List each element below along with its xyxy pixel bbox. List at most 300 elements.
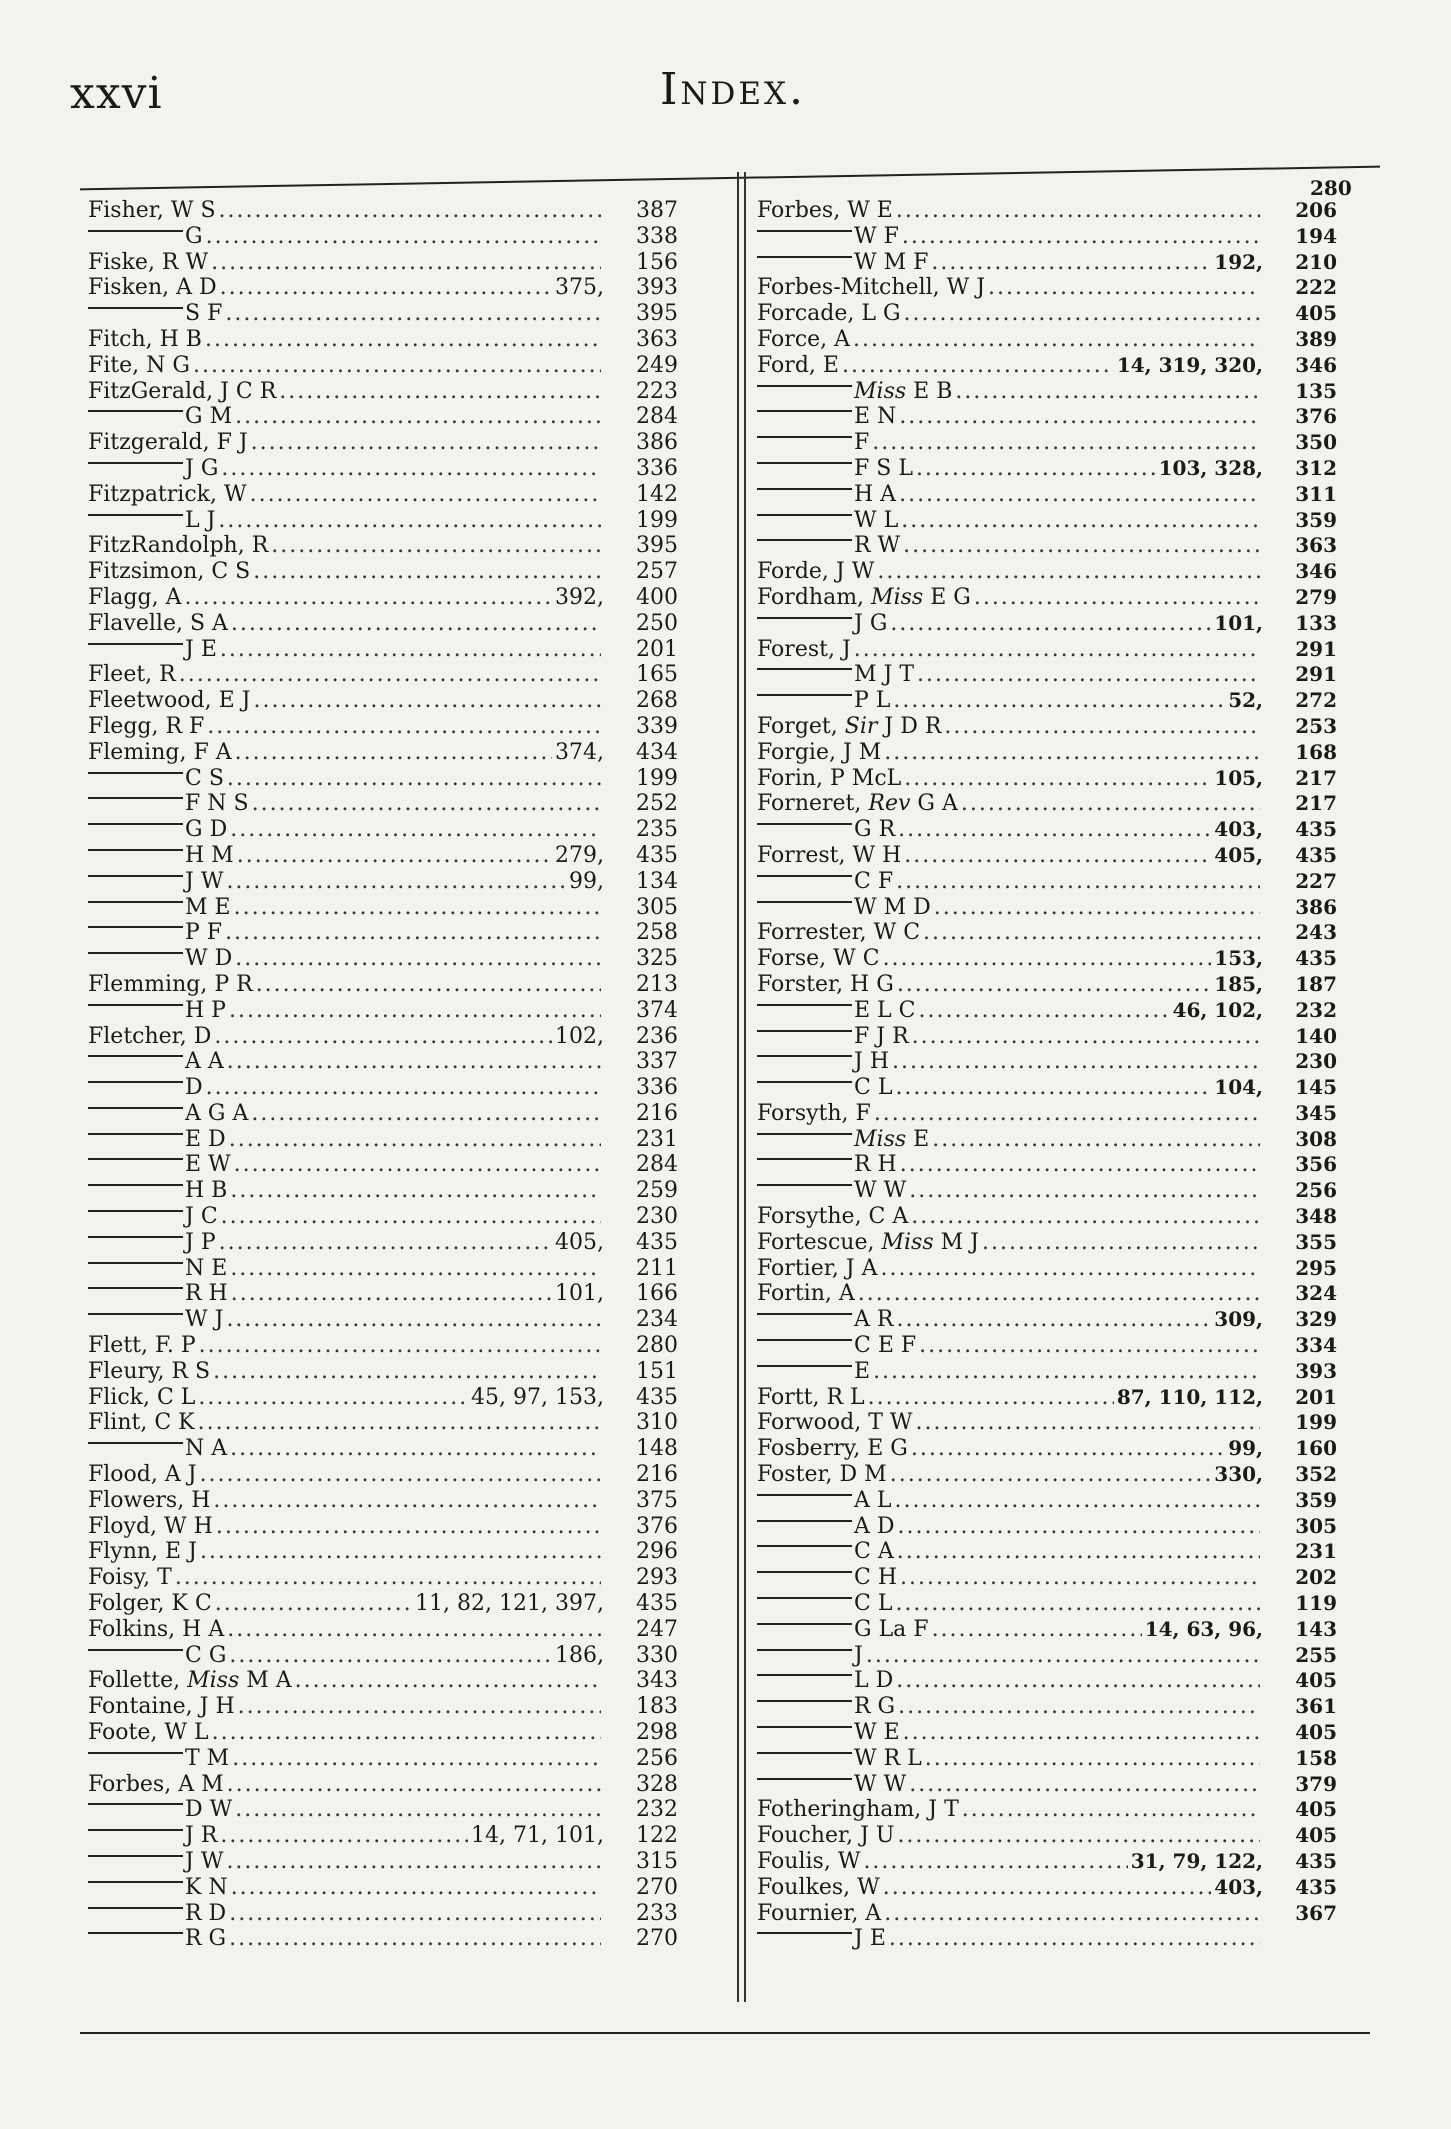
leader-dots [868, 1385, 1114, 1410]
entry-name: A G A [88, 1101, 248, 1126]
entry-extra-pages: 374, [555, 739, 604, 765]
entry-page: 230 [1295, 1049, 1337, 1074]
entry-extra-pages: 186, [555, 1642, 604, 1668]
entry-page: 435 [636, 1591, 678, 1617]
index-entry [757, 1720, 1337, 1746]
entry-name: Fitzgerald, F J [88, 430, 248, 456]
entry-page: 168 [1295, 739, 1337, 764]
entry-page: 122 [636, 1823, 678, 1849]
repeat-dash [88, 643, 183, 645]
entry-name: J G [88, 456, 218, 481]
leader-dots [295, 1668, 601, 1693]
index-entry [88, 1488, 678, 1514]
entry-page: 345 [1295, 1100, 1337, 1125]
entry-page: 256 [636, 1745, 678, 1771]
repeat-dash [757, 410, 852, 412]
top-rule [80, 166, 1380, 191]
repeat-dash [88, 952, 183, 954]
entry-page: 222 [1295, 275, 1337, 300]
entry-name: L J [88, 508, 215, 533]
leader-dots [901, 508, 1260, 533]
entry-name: Flick, C L [88, 1384, 196, 1410]
entry-page: 201 [636, 636, 678, 662]
index-entry [88, 1204, 678, 1230]
leader-dots [227, 1049, 601, 1074]
entry-name: Forster, H G [757, 971, 894, 997]
index-entry [88, 1256, 678, 1282]
leader-dots [235, 946, 601, 971]
entry-page: 400 [636, 584, 678, 610]
leader-dots [221, 456, 601, 481]
leader-dots [858, 1281, 1260, 1306]
repeat-dash [757, 901, 852, 903]
index-entry [757, 766, 1337, 792]
leader-dots [934, 895, 1260, 920]
entry-page: 435 [636, 842, 678, 868]
leader-dots [884, 740, 1260, 765]
index-entry [757, 1075, 1337, 1101]
index-entry [757, 637, 1337, 663]
repeat-dash [88, 1649, 183, 1651]
entry-name: S F [88, 301, 222, 326]
entry-page: 338 [636, 223, 678, 249]
leader-dots [900, 1565, 1260, 1590]
entry-page: 346 [1295, 559, 1337, 584]
index-entry [88, 327, 678, 353]
entry-name: J W [88, 1849, 223, 1874]
index-entry [88, 379, 678, 405]
leader-dots [207, 714, 601, 739]
leader-dots [900, 1152, 1260, 1177]
repeat-dash [88, 926, 183, 928]
entry-name: Flint, C K [88, 1410, 195, 1436]
entry-page: 183 [636, 1694, 678, 1720]
index-entry [88, 1385, 678, 1411]
index-entry [757, 1024, 1337, 1050]
index-entry [88, 533, 678, 559]
index-entry [88, 1797, 678, 1823]
entry-page: 230 [636, 1204, 678, 1230]
index-entry [757, 1359, 1337, 1385]
left-index-column [88, 198, 678, 1952]
entry-name: Forbes, A M [88, 1771, 224, 1797]
entry-name: T M [88, 1746, 229, 1771]
entry-page: 142 [636, 481, 678, 507]
entry-name: W R L [757, 1746, 922, 1771]
entry-page: 434 [636, 739, 678, 765]
index-entry [88, 224, 678, 250]
index-entry [757, 1797, 1337, 1823]
repeat-dash [88, 1055, 183, 1057]
index-entry [757, 1333, 1337, 1359]
repeat-dash [88, 1262, 183, 1264]
index-entry [757, 1643, 1337, 1669]
leader-dots [925, 1746, 1260, 1771]
entry-page: 145 [1295, 1075, 1337, 1100]
repeat-dash [88, 772, 183, 774]
entry-name: Fleet, R [88, 662, 176, 688]
leader-dots [252, 791, 601, 816]
leader-dots [231, 1875, 601, 1900]
leader-dots [881, 1256, 1260, 1281]
entry-name: J [757, 1643, 863, 1668]
entry-page: 435 [1295, 1849, 1337, 1873]
entry-name: FitzRandolph, R [88, 533, 269, 559]
entry-name: Fortin, A [757, 1281, 855, 1307]
repeat-dash [757, 694, 852, 696]
index-entry [757, 1772, 1337, 1798]
entry-extra-pages: 405, [1214, 842, 1263, 867]
index-entry [757, 1849, 1337, 1875]
entry-page: 280 [636, 1333, 678, 1359]
entry-extra-pages: 52, [1228, 688, 1263, 713]
index-entry [88, 275, 678, 301]
index-entry [757, 1617, 1337, 1643]
index-entry [757, 1281, 1337, 1307]
entry-name: Fite, N G [88, 352, 190, 378]
index-entry [88, 1049, 678, 1075]
index-entry [88, 1746, 678, 1772]
leader-dots [919, 1333, 1260, 1358]
repeat-dash [757, 1313, 852, 1315]
leader-dots [903, 533, 1260, 558]
entry-page: 435 [636, 1384, 678, 1410]
leader-dots [234, 895, 601, 920]
entry-page: 270 [636, 1874, 678, 1900]
entry-name: Fitzsimon, C S [88, 559, 251, 585]
entry-extra-pages: 103, 328, [1158, 455, 1263, 480]
entry-name: Forrester, W C [757, 920, 921, 946]
leader-dots [221, 1204, 601, 1229]
entry-name: L D [757, 1668, 893, 1693]
index-entry [757, 611, 1337, 637]
leader-dots [896, 869, 1260, 894]
index-entry [757, 430, 1337, 456]
entry-page: 133 [1295, 610, 1337, 635]
index-entry [88, 1462, 678, 1488]
repeat-dash [757, 1726, 852, 1728]
leader-dots [877, 559, 1260, 584]
entry-name: J H [757, 1049, 889, 1074]
index-entry [757, 740, 1337, 766]
bottom-rule [80, 2032, 1370, 2034]
entry-name: Foisy, T [88, 1565, 172, 1591]
entry-name: Miss E [757, 1127, 929, 1152]
entry-name: Miss E B [757, 379, 952, 404]
leader-dots [250, 482, 601, 507]
entry-page: 435 [1295, 946, 1337, 971]
repeat-dash [88, 1932, 183, 1934]
repeat-dash [88, 1881, 183, 1883]
entry-page: 156 [636, 249, 678, 275]
index-entry [757, 1230, 1337, 1256]
entry-page: 435 [636, 1229, 678, 1255]
leader-dots [230, 817, 601, 842]
leader-dots [229, 1127, 601, 1152]
entry-extra-pages: 102, [555, 1023, 604, 1049]
leader-dots [898, 817, 1211, 842]
entry-name: A L [757, 1488, 892, 1513]
entry-name: C S [88, 766, 224, 791]
index-entry [757, 1539, 1337, 1565]
entry-name: H B [88, 1178, 227, 1203]
repeat-dash [757, 1597, 852, 1599]
entry-extra-pages: 14, 63, 96, [1144, 1616, 1263, 1641]
entry-name: W W [757, 1772, 906, 1797]
entry-page: 336 [636, 1075, 678, 1101]
entry-name: J W [88, 869, 223, 894]
leader-dots [220, 1823, 468, 1848]
entry-page: 352 [1295, 1462, 1337, 1487]
leader-dots [932, 1127, 1260, 1152]
repeat-dash [88, 875, 183, 877]
entry-name: Fontaine, J H [88, 1694, 235, 1720]
entry-extra-pages: 392, [555, 584, 604, 610]
entry-name: Fisken, A D [88, 275, 217, 301]
index-entry [757, 688, 1337, 714]
leader-dots [961, 791, 1260, 816]
entry-page: 151 [636, 1358, 678, 1384]
leader-dots [916, 1410, 1261, 1435]
leader-dots [218, 508, 601, 533]
index-entry [88, 1307, 678, 1333]
entry-page: 393 [636, 275, 678, 301]
entry-extra-pages: 87, 110, 112, [1116, 1384, 1263, 1409]
entry-name: H P [88, 998, 226, 1023]
entry-page: 217 [1295, 791, 1337, 816]
index-entry [757, 1436, 1337, 1462]
entry-page: 379 [1295, 1771, 1337, 1796]
entry-name: Flowers, H [88, 1487, 211, 1513]
repeat-dash [88, 230, 183, 232]
entry-extra-pages: 185, [1214, 971, 1263, 996]
repeat-dash [88, 849, 183, 851]
leader-dots [904, 766, 1211, 791]
index-entry [88, 1436, 678, 1462]
leader-dots [230, 1178, 601, 1203]
leader-dots [883, 1875, 1212, 1900]
repeat-dash [88, 1210, 183, 1212]
leader-dots [895, 1591, 1260, 1616]
leader-dots [944, 714, 1260, 739]
entry-name: D W [88, 1797, 232, 1822]
leader-dots [912, 1024, 1260, 1049]
entry-name: W D [88, 946, 232, 971]
entry-name: Foulis, W [757, 1849, 861, 1874]
entry-name: Flood, A J [88, 1462, 197, 1488]
entry-name: W J [88, 1307, 223, 1332]
leader-dots [198, 1410, 601, 1435]
entry-page: 356 [1295, 1152, 1337, 1177]
repeat-dash [88, 1313, 183, 1315]
entry-name: Fitzpatrick, W [88, 481, 247, 507]
leader-dots [225, 301, 601, 326]
entry-name: R W [757, 533, 900, 558]
entry-extra-pages: 403, [1214, 817, 1263, 842]
leader-dots [903, 1720, 1260, 1745]
leader-dots [896, 1307, 1211, 1332]
leader-dots [919, 998, 1170, 1023]
entry-page: 324 [1295, 1281, 1337, 1306]
leader-dots [206, 224, 601, 249]
entry-name: A A [88, 1049, 224, 1074]
right-top-page: 280 [1310, 176, 1352, 200]
entry-name: Forneret, Rev G A [757, 791, 958, 817]
leader-dots [902, 224, 1260, 249]
entry-extra-pages: 99, [1228, 1436, 1263, 1461]
entry-name: W M D [757, 895, 931, 920]
repeat-dash [757, 1494, 852, 1496]
entry-page: 211 [636, 1255, 678, 1281]
index-entry [88, 869, 678, 895]
index-entry [88, 998, 678, 1024]
entry-name: Forwood, T W [757, 1410, 913, 1436]
entry-name: Forgie, J M [757, 739, 882, 765]
entry-name: M J T [757, 662, 914, 687]
entry-name: J E [757, 1926, 886, 1951]
leader-dots [220, 275, 552, 300]
repeat-dash [757, 1649, 852, 1651]
entry-page: 367 [1295, 1900, 1337, 1925]
leader-dots [897, 972, 1211, 997]
index-entry [88, 920, 678, 946]
entry-name: Ford, E [757, 352, 839, 378]
entry-name: Fournier, A [757, 1900, 882, 1926]
entry-name: C H [757, 1565, 897, 1590]
entry-page: 405 [1295, 1720, 1337, 1745]
leader-dots [235, 1797, 601, 1822]
leader-dots [251, 430, 601, 455]
entry-name: Fortier, J A [757, 1255, 878, 1281]
entry-name: Fleming, F A [88, 739, 232, 765]
index-entry [88, 843, 678, 869]
index-entry [757, 508, 1337, 534]
entry-page: 216 [636, 1100, 678, 1126]
repeat-dash [757, 385, 852, 387]
leader-dots [212, 1720, 601, 1745]
index-entry [757, 946, 1337, 972]
entry-page: 259 [636, 1178, 678, 1204]
index-entry [88, 1720, 678, 1746]
entry-page: 140 [1295, 1023, 1337, 1048]
entry-page: 343 [636, 1668, 678, 1694]
entry-page: 199 [636, 507, 678, 533]
entry-name: FitzGerald, J C R [88, 378, 277, 404]
index-entry [757, 1694, 1337, 1720]
leader-dots [892, 1049, 1260, 1074]
entry-name: W W [757, 1178, 906, 1203]
leader-dots [175, 1565, 601, 1590]
leader-dots [916, 456, 1156, 481]
entry-page: 311 [1295, 481, 1337, 506]
leader-dots [955, 379, 1260, 404]
leader-dots [904, 843, 1211, 868]
leader-dots [931, 250, 1211, 275]
leader-dots [235, 404, 601, 429]
entry-page: 256 [1295, 1178, 1337, 1203]
leader-dots [884, 1901, 1260, 1926]
index-entry [88, 1591, 678, 1617]
entry-name: E [757, 1359, 870, 1384]
entry-page: 206 [1295, 198, 1337, 222]
index-entry [88, 430, 678, 456]
repeat-dash [88, 823, 183, 825]
leader-dots [896, 1668, 1260, 1693]
entry-page: 247 [636, 1616, 678, 1642]
entry-page: 387 [636, 198, 678, 223]
entry-extra-pages: 192, [1214, 249, 1263, 274]
entry-page: 325 [636, 946, 678, 972]
leader-dots [863, 1849, 1127, 1874]
leader-dots [899, 482, 1260, 507]
repeat-dash [757, 823, 852, 825]
entry-page: 234 [636, 1307, 678, 1333]
index-entry [757, 920, 1337, 946]
entry-name: E L C [757, 998, 916, 1023]
entry-name: Folger, K C [88, 1591, 212, 1617]
entry-page: 143 [1295, 1616, 1337, 1641]
entry-name: Forbes-Mitchell, W J [757, 275, 986, 301]
entry-page: 284 [636, 404, 678, 430]
repeat-dash [757, 1752, 852, 1754]
leader-dots [193, 353, 601, 378]
index-entry [757, 404, 1337, 430]
entry-extra-pages: 45, 97, 153, [471, 1384, 604, 1410]
entry-page: 231 [1295, 1539, 1337, 1564]
entry-name: Fitch, H B [88, 326, 202, 352]
column-divider [737, 172, 739, 2002]
page-number: xxvi [70, 68, 163, 119]
entry-page: 217 [1295, 765, 1337, 790]
entry-name: E D [88, 1127, 226, 1152]
index-entry [757, 1410, 1337, 1436]
entry-page: 355 [1295, 1229, 1337, 1254]
leader-dots [874, 1101, 1260, 1126]
repeat-dash [757, 256, 852, 258]
entry-name: Flynn, E J [88, 1539, 197, 1565]
index-entry [88, 1178, 678, 1204]
repeat-dash [757, 1571, 852, 1573]
leader-dots [230, 1256, 601, 1281]
leader-dots [896, 198, 1260, 223]
repeat-dash [88, 1907, 183, 1909]
entry-name: J R [88, 1823, 217, 1848]
entry-extra-pages: 309, [1214, 1307, 1263, 1332]
entry-name: D [88, 1075, 203, 1100]
entry-name: F [757, 430, 869, 455]
entry-name: Forbes, W E [757, 198, 893, 223]
entry-page: 270 [636, 1926, 678, 1952]
entry-page: 231 [636, 1126, 678, 1152]
entry-name: Forcade, L G [757, 301, 901, 327]
repeat-dash [88, 1803, 183, 1805]
entry-page: 435 [1295, 842, 1337, 867]
index-entry [88, 456, 678, 482]
repeat-dash [88, 1236, 183, 1238]
leader-dots [198, 1385, 468, 1410]
leader-dots [227, 1617, 601, 1642]
leader-dots [890, 611, 1211, 636]
entry-name: M E [88, 895, 231, 920]
entry-name: E W [88, 1152, 231, 1177]
entry-page: 249 [636, 352, 678, 378]
leader-dots [974, 585, 1260, 610]
entry-page: 165 [636, 662, 678, 688]
entry-page: 312 [1295, 455, 1337, 480]
entry-page: 199 [1295, 1410, 1337, 1435]
entry-extra-pages: 279, [555, 842, 604, 868]
entry-page: 375 [636, 1487, 678, 1513]
